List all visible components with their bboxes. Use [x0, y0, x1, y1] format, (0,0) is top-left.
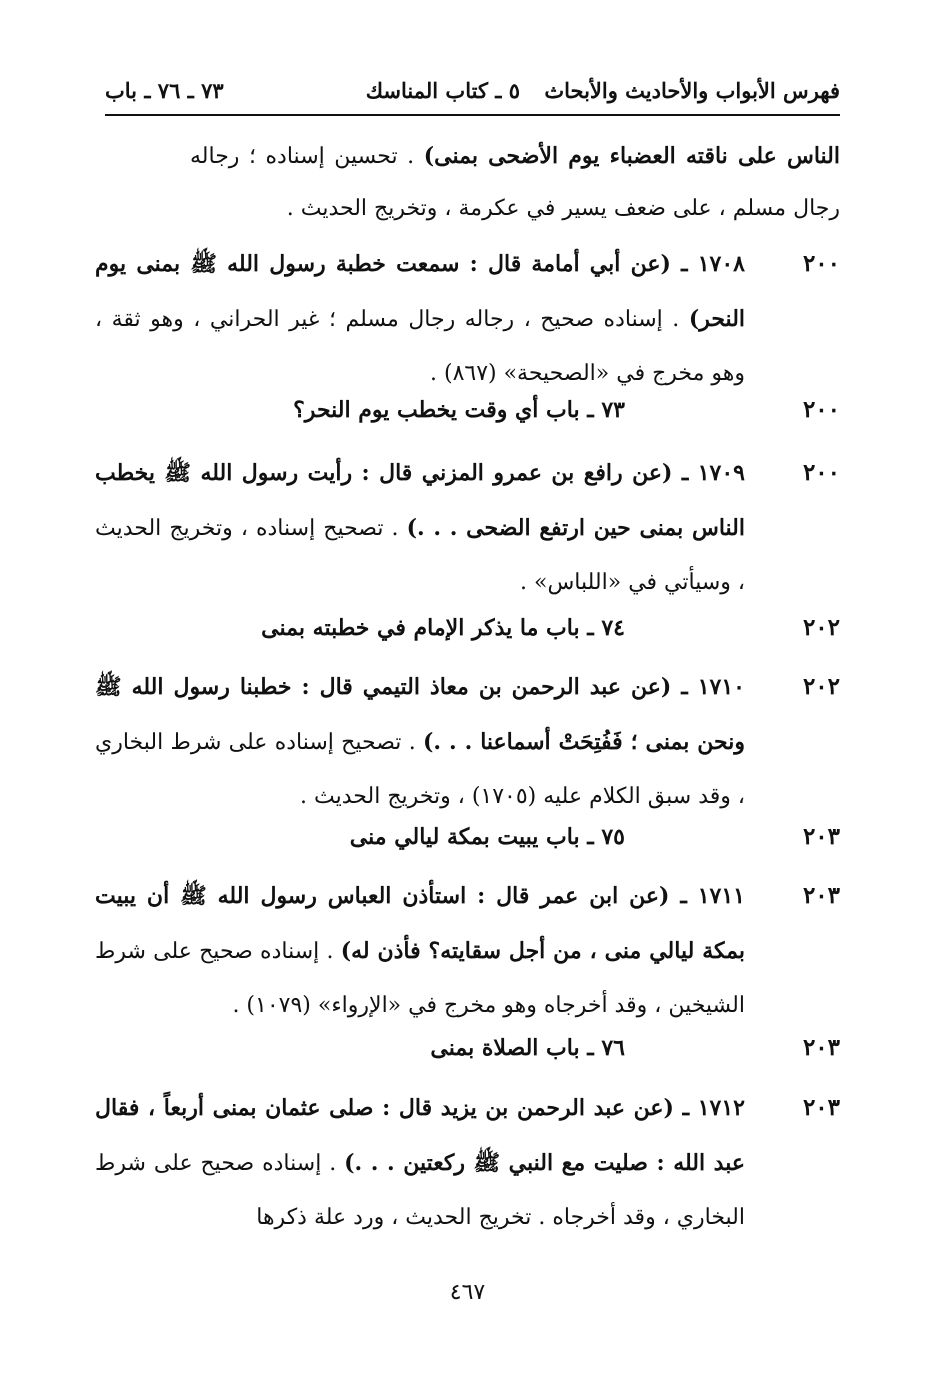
chapter-title: ٧٦ ـ باب الصلاة بمنى: [430, 1035, 625, 1061]
header-book-title: ٥ ـ كتاب المناسك: [365, 78, 520, 103]
hadith-quote: ١٧٠٨ ـ (عن أبي أمامة قال : سمعت خطبة رسول الله ﷺ بمنى يوم النحر): [95, 251, 746, 332]
hadith-quote: ١٧١٢ ـ (عن عبد الرحمن بن يزيد قال : صلى عثمان بمنى أربعاً ، فقال عبد الله : صليت مع النبي ﷺ ركعتين . . .): [95, 1095, 745, 1176]
page-reference: ٢٠٣: [802, 1034, 840, 1061]
header-chapter-range: ٧٣ ـ ٧٦ ـ باب: [105, 78, 224, 103]
page-reference: ٢٠٣: [802, 882, 840, 909]
hadith-comment: . تصحيح إسناده على شرط البخاري ، وقد سبق الكلام عليه (١٧٠٥) ، وتخريج الحديث .: [95, 730, 745, 809]
hadith-text: [95, 1081, 745, 1245]
hadith-text: [95, 660, 745, 824]
hadith-comment: . إسناده صحيح ، رجاله رجال مسلم ؛ غير الحراني ، وهو ثقة ، وهو مخرج في «الصحيحة» (٨٦٧) .: [95, 307, 745, 386]
page-reference: ٢٠٠: [802, 459, 840, 486]
page-reference: ٢٠٢: [802, 673, 840, 700]
hadith-text: [95, 869, 745, 1033]
hadith-comment: . تصحيح إسناده ، وتخريج الحديث ، وسيأتي في «اللباس» .: [95, 516, 745, 595]
hadith-quote: ١٧١١ ـ (عن ابن عمر قال : استأذن العباس رسول الله ﷺ أن يبيت بمكة ليالي منى ، من أجل سقايته؟ فأذن له): [95, 883, 745, 964]
hadith-text: [95, 446, 745, 610]
hadith-comment: . إسناده صحيح على شرط البخاري ، وقد أخرجاه . تخريج الحديث ، ورد علة ذكرها: [95, 1151, 745, 1230]
page-reference: ٢٠٠: [802, 396, 840, 423]
page-reference: ٢٠٠: [802, 250, 840, 277]
hadith-quote: ١٧٠٩ ـ (عن رافع بن عمرو المزني قال : رأيت رسول الله ﷺ يخطب الناس بمنى حين ارتفع الضحى . . .): [95, 460, 746, 541]
continuation-text: . تحسين إسناده ؛ رجاله رجال مسلم ، على ضعف يسير في عكرمة ، وتخريج الحديث .: [190, 144, 840, 221]
chapter-title: ٧٣ ـ باب أي وقت يخطب يوم النحر؟: [293, 397, 625, 423]
chapter-title: ٧٥ ـ باب يبيت بمكة ليالي منى: [349, 824, 625, 850]
hadith-text: [95, 237, 745, 401]
chapter-title: ٧٤ ـ باب ما يذكر الإمام في خطبته بمنى: [261, 615, 625, 641]
page-reference: ٢٠٣: [802, 823, 840, 850]
header-index-title: فهرس الأبواب والأحاديث والأبحاث: [544, 78, 840, 103]
hadith-comment: . إسناده صحيح على شرط الشيخين ، وقد أخرجاه وهو مخرج في «الإرواء» (١٠٧٩) .: [95, 939, 745, 1018]
page-reference: ٢٠٢: [802, 614, 840, 641]
hadith-quote: ١٧١٠ ـ (عن عبد الرحمن بن معاذ التيمي قال : خطبنا رسول الله ﷺ ونحن بمنى ؛ فَفُتِحَتْ أسماعنا . . .): [95, 674, 746, 755]
continuation-paragraph: [190, 130, 840, 235]
continuation-bold: الناس على ناقته العضباء يوم الأضحى بمنى): [423, 143, 840, 169]
page-number: ٤٦٧: [449, 1280, 486, 1305]
page-reference: ٢٠٣: [802, 1094, 840, 1121]
running-header: [105, 70, 840, 116]
